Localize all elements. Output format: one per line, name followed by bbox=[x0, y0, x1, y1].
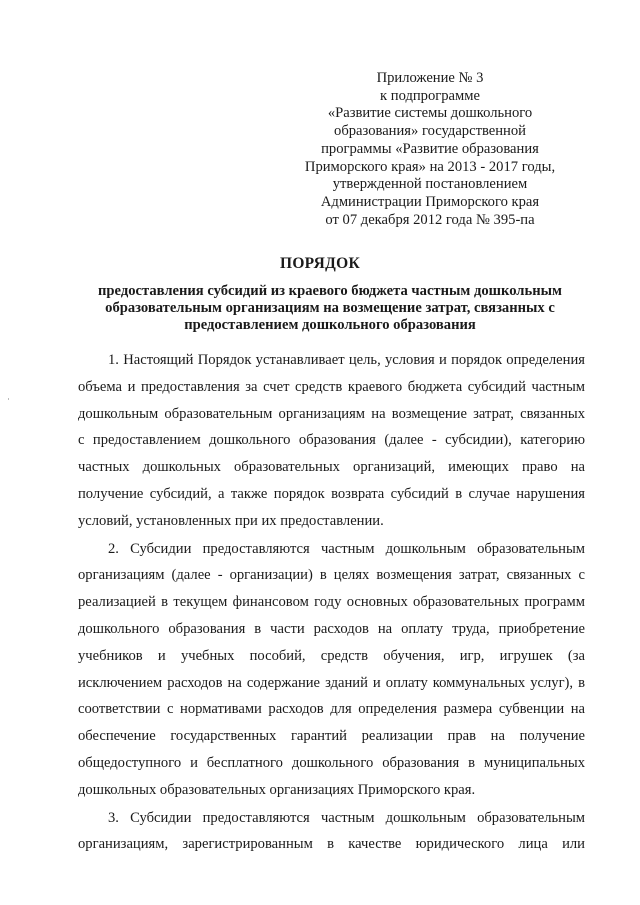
appendix-line: к подпрограмме bbox=[380, 87, 480, 104]
appendix-header bbox=[300, 70, 560, 229]
appendix-line: Администрации Приморского края bbox=[320, 193, 540, 210]
paragraph-line: организациям, зарегистрированным в качестве юридического лица или bbox=[78, 836, 585, 853]
document-subtitle bbox=[60, 283, 600, 334]
appendix-line: образования» государственной bbox=[334, 123, 526, 140]
paragraph-line: дошкольных образовательных организациях Приморского края. bbox=[78, 781, 476, 798]
paragraph-1 bbox=[78, 347, 585, 535]
appendix-line: программы «Развитие образования bbox=[321, 140, 539, 157]
scan-artifact bbox=[8, 398, 9, 400]
appendix-line: Приморского края» на 2013 - 2017 годы, bbox=[304, 158, 556, 175]
appendix-line: от 07 декабря 2012 года № 395-па bbox=[325, 211, 535, 228]
paragraph-line: обеспечение государственных гарантий реализации прав на получение bbox=[78, 728, 585, 745]
paragraph-line: объема и предоставления за счет средств краевого бюджета субсидий частным bbox=[78, 378, 585, 395]
paragraph-line: дошкольным образовательным организациям на возмещение затрат, связанных bbox=[78, 405, 585, 422]
appendix-line: Приложение № 3 bbox=[376, 70, 484, 86]
paragraph-line: с предоставлением дошкольного образования (далее - субсидии), категорию bbox=[78, 432, 585, 449]
paragraph-3 bbox=[78, 805, 585, 859]
paragraph-line: учебников и учебных пособий, средств обучения, игр, игрушек (за bbox=[78, 647, 585, 664]
paragraph-line: исключением расходов на содержание зданий и оплату коммунальных услуг), в bbox=[78, 674, 585, 691]
appendix-line: «Развитие системы дошкольного bbox=[327, 105, 533, 122]
paragraph-line: соответствии с нормативами расходов для определения размера субвенции на bbox=[78, 701, 585, 718]
subtitle-line: предоставления субсидий из краевого бюджета частным дошкольным bbox=[98, 283, 562, 299]
paragraph-line: частных дошкольных образовательных организаций, имеющих право на bbox=[78, 459, 585, 476]
paragraph-line: получение субсидий, а также порядок возврата субсидий в случае нарушения bbox=[78, 485, 585, 502]
paragraph-line: 1. Настоящий Порядок устанавливает цель, условия и порядок определения bbox=[108, 352, 585, 368]
paragraph-line: реализацией в текущем финансовом году основных образовательных программ bbox=[78, 594, 585, 611]
document-body bbox=[78, 347, 585, 858]
appendix-line: утвержденной постановлением bbox=[332, 176, 528, 193]
subtitle-line: образовательным организациям на возмещение затрат, связанных с bbox=[105, 300, 555, 316]
paragraph-line: организациям (далее - организации) в целях возмещения затрат, связанных с bbox=[78, 567, 585, 584]
paragraph-line: условий, установленных при их предоставлении. bbox=[78, 512, 384, 529]
paragraph-line: общедоступного и бесплатного дошкольного образования в муниципальных bbox=[78, 754, 585, 771]
paragraph-line: 3. Субсидии предоставляются частным дошкольным образовательным bbox=[108, 809, 585, 826]
paragraph-line: 2. Субсидии предоставляются частным дошкольным образовательным bbox=[108, 540, 585, 557]
paragraph-line: дошкольного образования в части расходов на оплату труда, приобретение bbox=[78, 620, 585, 637]
document-title: ПОРЯДОК bbox=[279, 255, 361, 272]
paragraph-2 bbox=[78, 536, 585, 804]
subtitle-line: предоставлением дошкольного образования bbox=[184, 317, 476, 333]
